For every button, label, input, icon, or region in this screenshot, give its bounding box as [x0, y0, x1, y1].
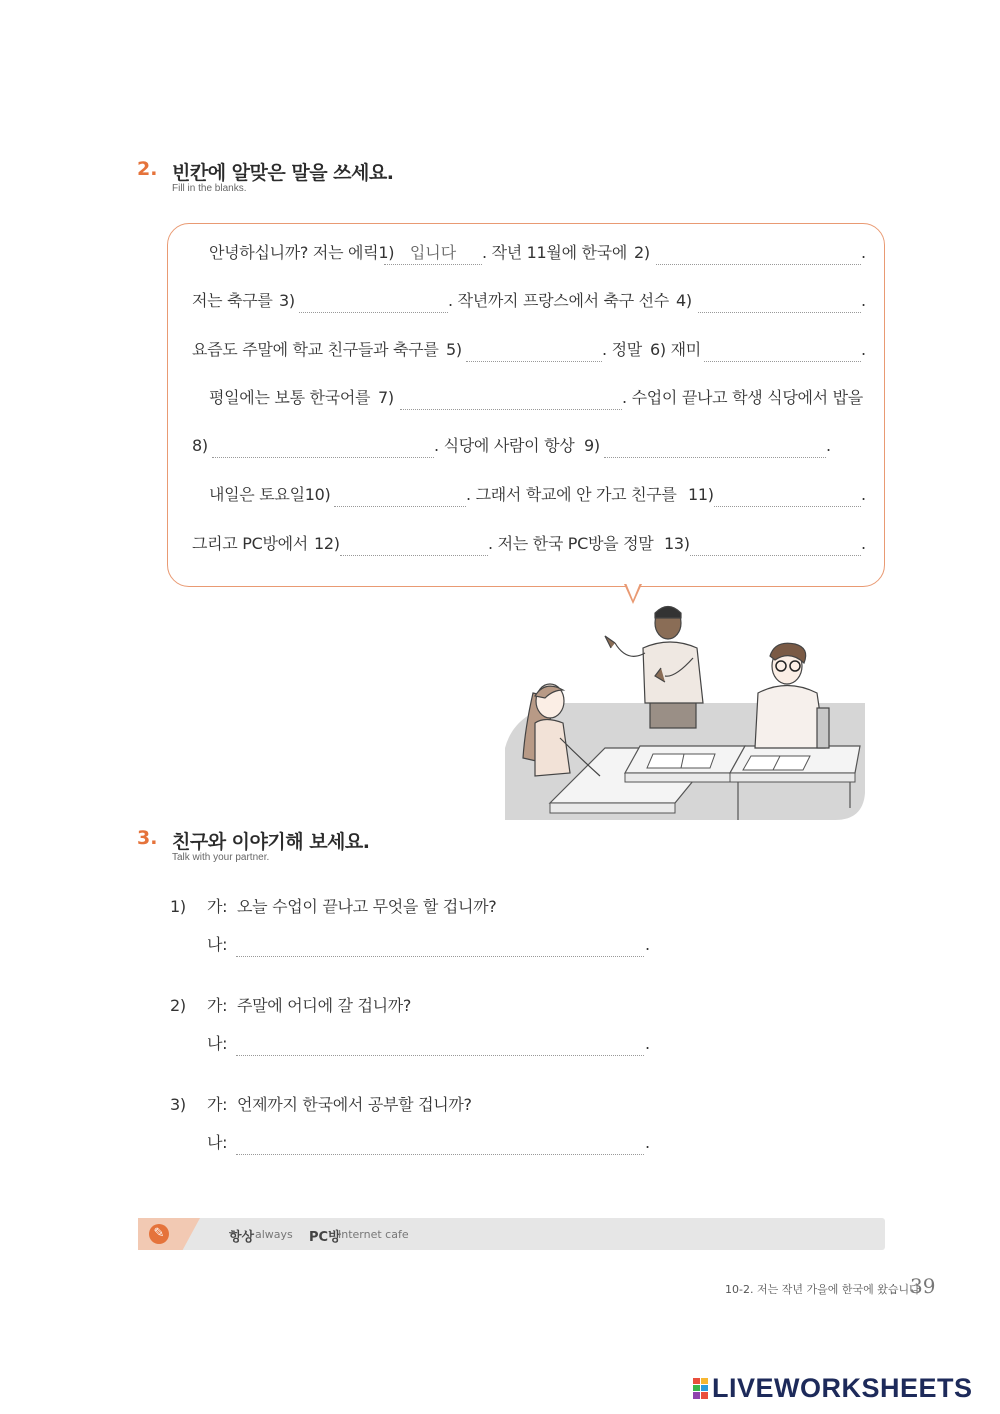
answer-input-2[interactable] — [236, 1035, 644, 1056]
classroom-illustration — [505, 598, 865, 820]
blank-number: 11) — [688, 485, 714, 504]
speaker-ga: 가: — [207, 1095, 228, 1114]
question-number: 2) — [170, 996, 186, 1015]
liveworksheets-logo-icon — [693, 1378, 709, 1400]
blank-6[interactable] — [704, 339, 861, 362]
period: . — [645, 935, 650, 954]
blank-10[interactable] — [334, 484, 466, 507]
blank-number: 4) — [676, 291, 692, 310]
speaker-ga: 가: — [207, 996, 228, 1015]
blank-7[interactable] — [400, 387, 622, 410]
section-2-number: 2. — [137, 158, 158, 180]
period: . — [861, 340, 866, 359]
blank-number: 13) — [664, 534, 690, 553]
blank-5[interactable] — [466, 339, 602, 362]
blank-12[interactable] — [340, 533, 488, 556]
section-3-number: 3. — [137, 827, 158, 849]
blank-13[interactable] — [690, 533, 861, 556]
speaker-na: 나: — [207, 935, 228, 954]
lesson-title: 10-2. 저는 작년 가을에 한국에 왔습니다 — [725, 1283, 920, 1296]
blank-1[interactable]: 입니다 — [384, 242, 482, 265]
passage-text: 안녕하십니까? 저는 에릭1) — [209, 243, 395, 262]
question-number: 1) — [170, 897, 186, 916]
section-2-subtitle: Fill in the blanks. — [172, 183, 247, 194]
page-number: 39 — [910, 1274, 936, 1298]
period: . — [861, 534, 866, 553]
passage-text: 저는 축구를 — [192, 291, 273, 310]
passage-text: . 저는 한국 PC방을 정말 — [488, 534, 654, 553]
passage-text: 내일은 토요일10) — [209, 485, 331, 504]
blank-number: 2) — [634, 243, 650, 262]
question-text: 언제까지 한국에서 공부할 겁니까? — [237, 1095, 472, 1114]
blank-2[interactable] — [656, 242, 861, 265]
blank-number: 6) 재미 — [650, 340, 701, 359]
vocab-word: 항상 — [229, 1230, 255, 1245]
blank-number: 12) — [314, 534, 340, 553]
passage-text: . 식당에 사람이 항상 — [434, 436, 575, 455]
question-text: 오늘 수업이 끝나고 무엇을 할 겁니까? — [237, 897, 497, 916]
section-2-title: 빈칸에 알맞은 말을 쓰세요. — [172, 162, 394, 184]
speaker-ga: 가: — [207, 897, 228, 916]
blank-number: 8) — [192, 436, 208, 455]
period: . — [861, 243, 866, 262]
period: . — [861, 291, 866, 310]
blank-4[interactable] — [698, 290, 861, 313]
vocab-word: PC방 — [309, 1230, 341, 1245]
passage-text: . 그래서 학교에 안 가고 친구를 — [466, 485, 677, 504]
speaker-na: 나: — [207, 1034, 228, 1053]
passage-text: . 정말 — [602, 340, 642, 359]
vocab-meaning: Internet cafe — [338, 1228, 409, 1241]
section-3-subtitle: Talk with your partner. — [172, 852, 270, 863]
passage-text: . 작년까지 프랑스에서 축구 선수 — [448, 291, 669, 310]
question-number: 3) — [170, 1095, 186, 1114]
vocab-meaning: always — [255, 1228, 293, 1241]
blank-number: 5) — [446, 340, 462, 359]
period: . — [861, 485, 866, 504]
period: . — [645, 1133, 650, 1152]
period: . — [645, 1034, 650, 1053]
blank-3[interactable] — [299, 290, 448, 313]
passage-text: . 작년 11월에 한국에 — [482, 243, 627, 262]
blank-number: 7) — [378, 388, 394, 407]
blank-number: 3) — [279, 291, 295, 310]
period: . — [826, 436, 831, 455]
blank-9[interactable] — [604, 435, 826, 458]
vocabulary-icon: ✎ — [149, 1224, 169, 1244]
question-text: 주말에 어디에 갈 겁니까? — [237, 996, 412, 1015]
student-man-glasses — [755, 643, 829, 748]
speaker-na: 나: — [207, 1133, 228, 1152]
blank-8[interactable] — [212, 435, 434, 458]
passage-text: . 수업이 끝나고 학생 식당에서 밥을 — [622, 388, 863, 407]
passage-text: 그리고 PC방에서 — [192, 534, 308, 553]
answer-input-3[interactable] — [236, 1134, 644, 1155]
passage-text: 평일에는 보통 한국어를 — [209, 388, 371, 407]
blank-11[interactable] — [714, 484, 861, 507]
liveworksheets-logo[interactable]: LIVEWORKSHEETS — [712, 1373, 973, 1403]
passage-text: 요즘도 주말에 학교 친구들과 축구를 — [192, 340, 439, 359]
blank-number: 9) — [584, 436, 600, 455]
answer-input-1[interactable] — [236, 936, 644, 957]
section-3-title: 친구와 이야기해 보세요. — [172, 831, 370, 853]
